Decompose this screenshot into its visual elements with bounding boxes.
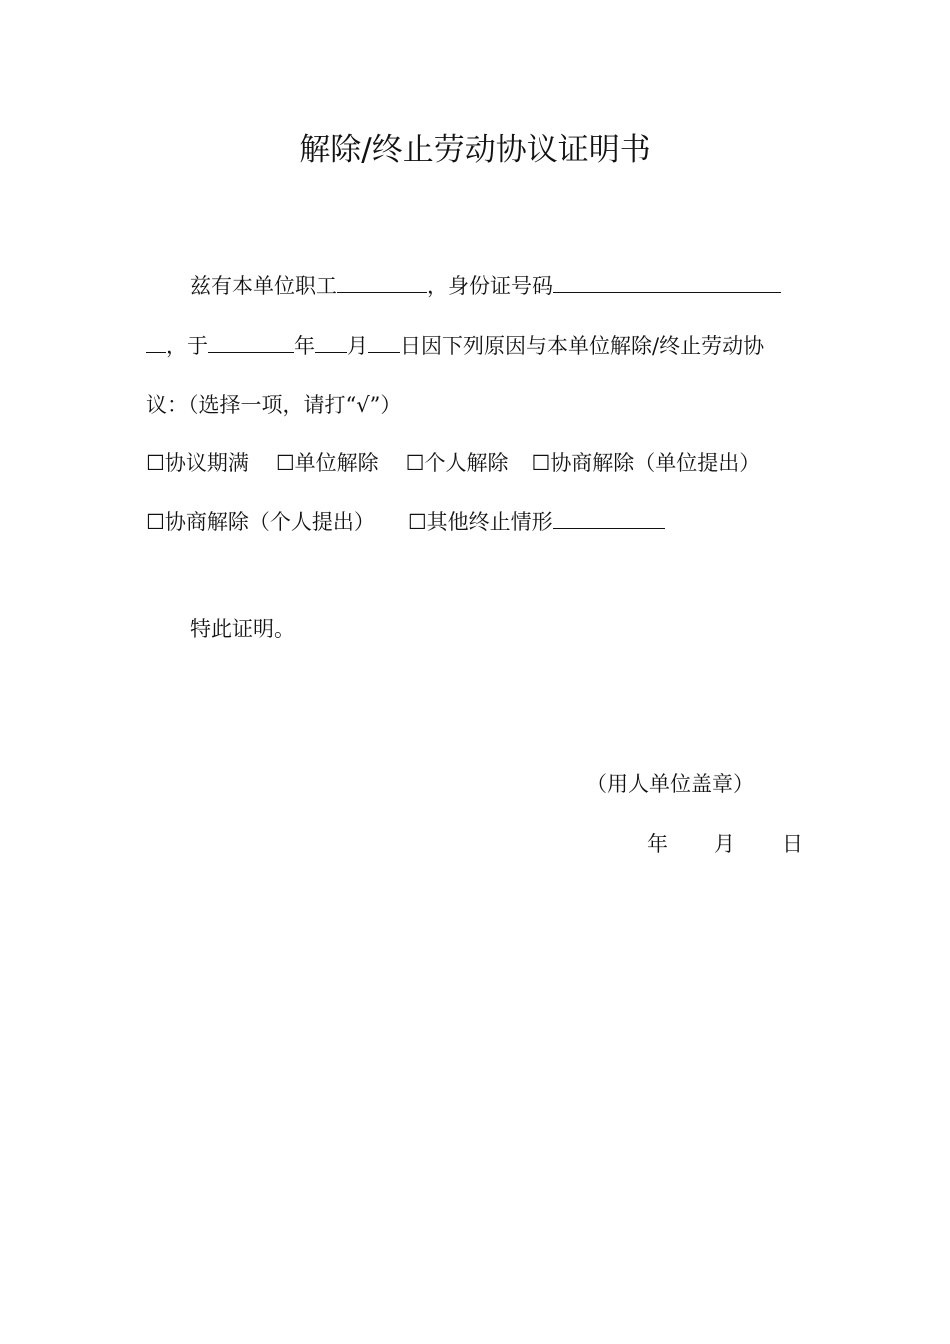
id-number-blank[interactable]	[553, 271, 781, 293]
option-label: 协商解除（个人提出）	[164, 510, 375, 534]
closing-line	[146, 614, 810, 644]
checkbox-icon[interactable]: ☐	[146, 510, 165, 534]
option-employee-termination[interactable]	[406, 451, 509, 475]
option-mutual-employer-proposed[interactable]	[531, 451, 760, 475]
option-label: 个人解除	[424, 451, 509, 475]
signature-day-label: 日	[782, 832, 803, 856]
employee-name-blank[interactable]	[337, 271, 427, 293]
year-label: 年	[294, 334, 315, 358]
checkbox-icon[interactable]: ☐	[407, 510, 427, 534]
checkbox-icon[interactable]: ☐	[405, 451, 425, 475]
option-label: 协商解除（单位提出）	[550, 451, 761, 475]
option-label: 其他终止情形	[426, 510, 553, 534]
paragraph-line-2	[146, 331, 810, 361]
option-employer-termination[interactable]	[276, 451, 379, 475]
day-blank[interactable]	[368, 331, 400, 353]
paragraph-line-3	[146, 390, 810, 420]
option-label: 单位解除	[294, 451, 379, 475]
instruction-text: 议：（选择一项，请打“√”）	[146, 393, 402, 417]
options-row-2	[146, 507, 810, 537]
checkbox-icon[interactable]: ☐	[275, 451, 295, 475]
seal-line	[586, 769, 786, 799]
intro-text: 兹有本单位职工	[190, 274, 337, 298]
option-label: 协议期满	[164, 451, 249, 475]
option-agreement-expired[interactable]	[146, 451, 249, 475]
year-blank[interactable]	[208, 331, 294, 353]
month-blank[interactable]	[315, 331, 347, 353]
reason-text: 日因下列原因与本单位解除/终止劳动协	[400, 334, 765, 358]
id-number-blank-continued[interactable]	[146, 331, 166, 353]
closing-text: 特此证明。	[190, 617, 295, 641]
id-number-label: ，身份证号码	[427, 274, 553, 298]
option-other-termination[interactable]	[408, 510, 553, 534]
option-mutual-employee-proposed[interactable]	[146, 510, 375, 534]
other-reason-blank[interactable]	[553, 507, 665, 529]
paragraph-line-1	[146, 271, 810, 301]
options-row-1	[146, 448, 810, 478]
checkbox-icon[interactable]: ☐	[531, 451, 551, 475]
date-intro-text: ，于	[166, 334, 208, 358]
document-title: 解除/终止劳动协议证明书	[299, 132, 651, 168]
month-label: 月	[347, 334, 368, 358]
signature-year-label: 年	[647, 832, 668, 856]
checkbox-icon[interactable]: ☐	[146, 451, 165, 475]
employer-seal-label: （用人单位盖章）	[586, 772, 754, 796]
signature-month-label: 月	[714, 832, 735, 856]
